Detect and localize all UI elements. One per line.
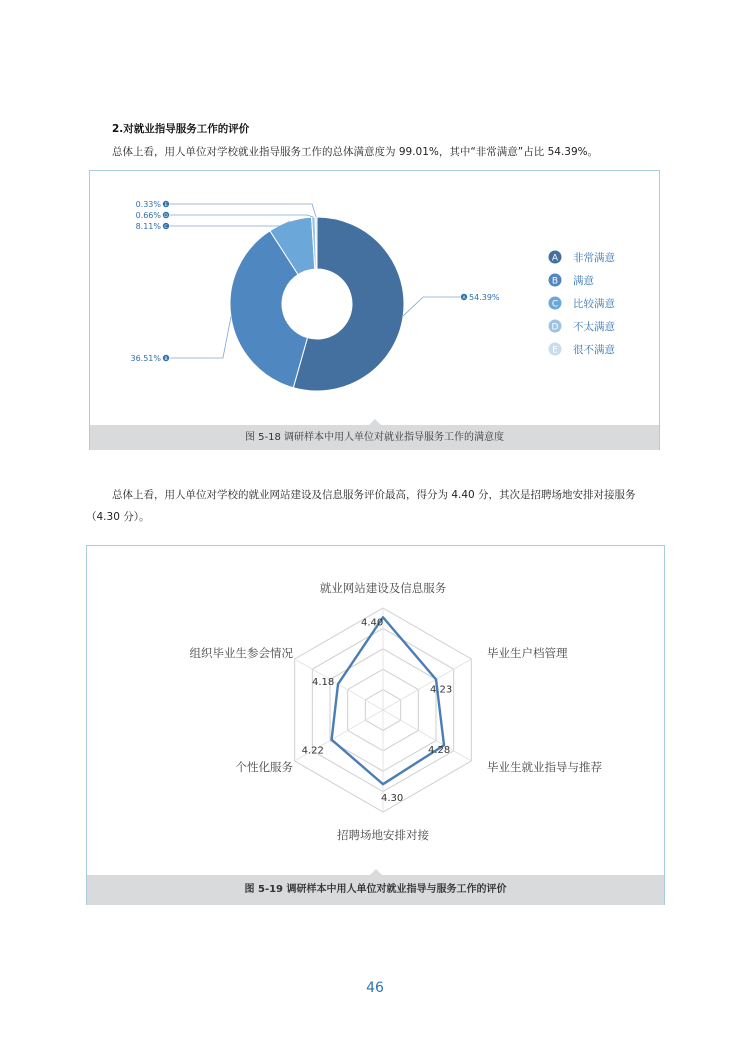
legend-label: 很不满意	[573, 344, 615, 356]
radar-value-label: 4.40	[361, 617, 384, 629]
radar-axis-label: 个性化服务	[235, 760, 293, 774]
radar-value-label: 4.28	[428, 745, 451, 757]
callout-line	[403, 297, 460, 316]
figure-caption-bar	[87, 875, 664, 905]
radar-value-label: 4.18	[312, 677, 335, 689]
radar-chart	[87, 546, 664, 876]
legend-label: 比较满意	[573, 298, 615, 310]
legend-marker-letter: A	[551, 253, 559, 264]
donut-callout	[403, 293, 500, 316]
callout-line	[170, 221, 290, 226]
callout-value-label: 0.66%	[135, 211, 161, 220]
legend-marker-letter: D	[551, 322, 559, 333]
radar-value-label: 4.30	[381, 793, 404, 805]
callout-badge-letter: A	[462, 296, 466, 301]
radar-value-label: 4.22	[301, 745, 324, 757]
legend-marker-letter: C	[551, 299, 559, 310]
legend-item	[549, 274, 595, 288]
radar-series-line	[332, 617, 444, 784]
callout-line	[170, 317, 231, 358]
radar-axis-label: 就业网站建设及信息服务	[319, 581, 447, 595]
figure-satisfaction-donut	[89, 170, 660, 450]
section-heading: 2.对就业指导服务工作的评价	[112, 123, 250, 135]
legend-marker-letter: B	[551, 276, 559, 287]
callout-badge-letter: E	[164, 203, 168, 208]
legend-item	[549, 343, 616, 357]
caption-notch	[370, 869, 382, 875]
callout-value-label: 8.11%	[135, 222, 161, 231]
paragraph-evaluation: 总体上看，用人单位对学校的就业网站建设及信息服务评价最高，得分为 4.40 分，其次是招聘场地安排对接服务（4.30 分）。	[86, 489, 636, 523]
caption-notch	[369, 419, 381, 425]
paragraph-satisfaction: 总体上看，用人单位对学校就业指导服务工作的总体满意度为 99.01%，其中“非常满意”占比 54.39%。	[112, 146, 599, 158]
donut-callout	[136, 200, 317, 217]
radar-spoke	[383, 659, 471, 710]
radar-axis-label: 毕业生就业指导与推荐	[487, 760, 602, 774]
callout-value-label: 54.39%	[469, 293, 500, 302]
callout-value-label: 36.51%	[130, 354, 161, 363]
donut-callout	[136, 211, 314, 220]
legend-item	[549, 251, 616, 265]
callout-line	[170, 215, 313, 217]
legend-marker-letter: E	[552, 345, 558, 356]
figure2-caption: 图 5-19 调研样本中用人单位对就业指导与服务工作的评价	[244, 884, 507, 895]
donut-chart	[90, 171, 659, 426]
callout-badge-letter: C	[164, 225, 168, 230]
legend-item	[549, 297, 616, 311]
figure-evaluation-radar	[86, 545, 665, 905]
legend-label: 不太满意	[573, 321, 615, 333]
callout-badge-letter: D	[164, 214, 168, 219]
page-number: 46	[366, 980, 384, 996]
callout-badge-letter: B	[164, 357, 168, 362]
legend-label: 满意	[573, 275, 594, 287]
figure1-caption: 图 5-18 调研样本中用人单位对就业指导服务工作的满意度	[244, 432, 505, 443]
legend-item	[549, 320, 616, 334]
legend-label: 非常满意	[573, 252, 615, 264]
radar-axis-label: 组织毕业生参会情况	[189, 646, 293, 660]
donut-callout	[130, 317, 230, 363]
donut-callout	[136, 221, 290, 231]
radar-axis-label: 招聘场地安排对接	[337, 828, 429, 842]
radar-value-label: 4.23	[430, 684, 453, 696]
figure-caption-bar	[90, 425, 659, 450]
radar-axis-label: 毕业生户档管理	[487, 646, 568, 660]
callout-value-label: 0.33%	[135, 200, 161, 209]
